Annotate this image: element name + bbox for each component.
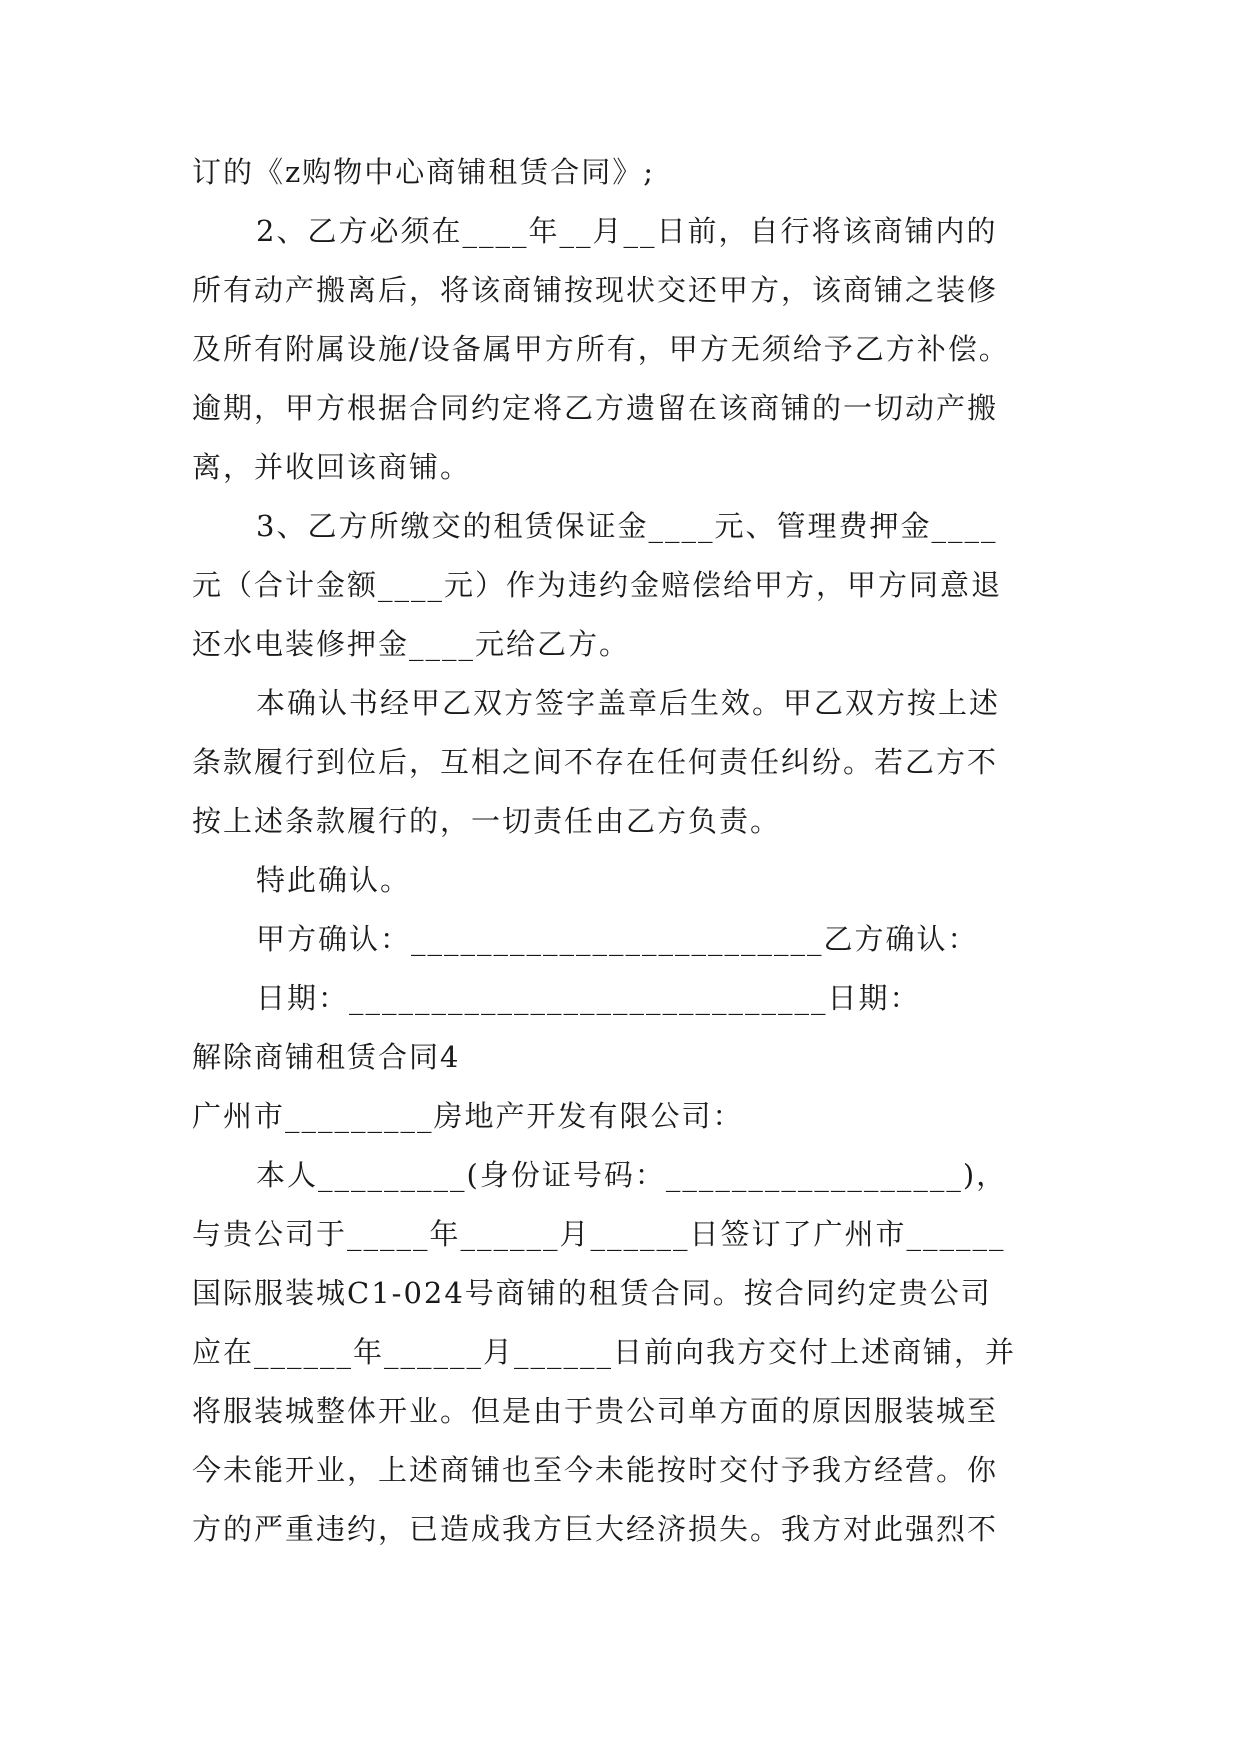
text-line-2: 2、乙方必须在____年__月__日前，自行将该商铺内的 [256,214,998,248]
text-line-10: 本确认书经甲乙双方签字盖章后生效。甲乙双方按上述 [256,686,1001,720]
text-line-22: 将服装城整体开业。但是由于贵公司单方面的原因服装城至 [192,1394,999,1428]
text-line-13: 特此确认。 [256,863,412,897]
signature-line-party-a: 甲方确认：_________________________乙方确认： [256,922,979,956]
addressee-line: 广州市_________房地产开发有限公司： [192,1099,744,1133]
text-line-3: 所有动产搬离后，将该商铺按现状交还甲方，该商铺之装修 [192,273,999,307]
text-line-6: 离，并收回该商铺。 [192,450,472,484]
section-title: 解除商铺租赁合同4 [192,1040,461,1074]
text-line-1: 订的《z购物中心商铺租赁合同》; [192,155,656,189]
text-line-11: 条款履行到位后，互相之间不存在任何责任纠纷。若乙方不 [192,745,999,779]
text-line-23: 今未能开业，上述商铺也至今未能按时交付予我方经营。你 [192,1453,999,1487]
text-line-9: 还水电装修押金____元给乙方。 [192,627,631,661]
text-line-4: 及所有附属设施/设备属甲方所有，甲方无须给予乙方补偿。 [192,332,1010,366]
date-line: 日期：_____________________________日期： [256,981,921,1015]
text-line-5: 逾期，甲方根据合同约定将乙方遗留在该商铺的一切动产搬 [192,391,999,425]
text-line-12: 按上述条款履行的，一切责任由乙方负责。 [192,804,782,838]
text-line-19: 与贵公司于_____年______月______日签订了广州市______ [192,1217,1006,1251]
text-line-21: 应在______年______月______日前向我方交付上述商铺，并 [192,1335,1017,1369]
text-line-18: 本人_________(身份证号码：__________________)， [256,1158,1008,1192]
text-line-7: 3、乙方所缴交的租赁保证金____元、管理费押金____ [256,509,998,543]
text-line-20: 国际服装城C1-024号商铺的租赁合同。按合同约定贵公司 [192,1276,992,1310]
text-line-24: 方的严重违约，已造成我方巨大经济损失。我方对此强烈不 [192,1512,999,1546]
text-line-8: 元（合计金额____元）作为违约金赔偿给甲方，甲方同意退 [192,568,1003,602]
